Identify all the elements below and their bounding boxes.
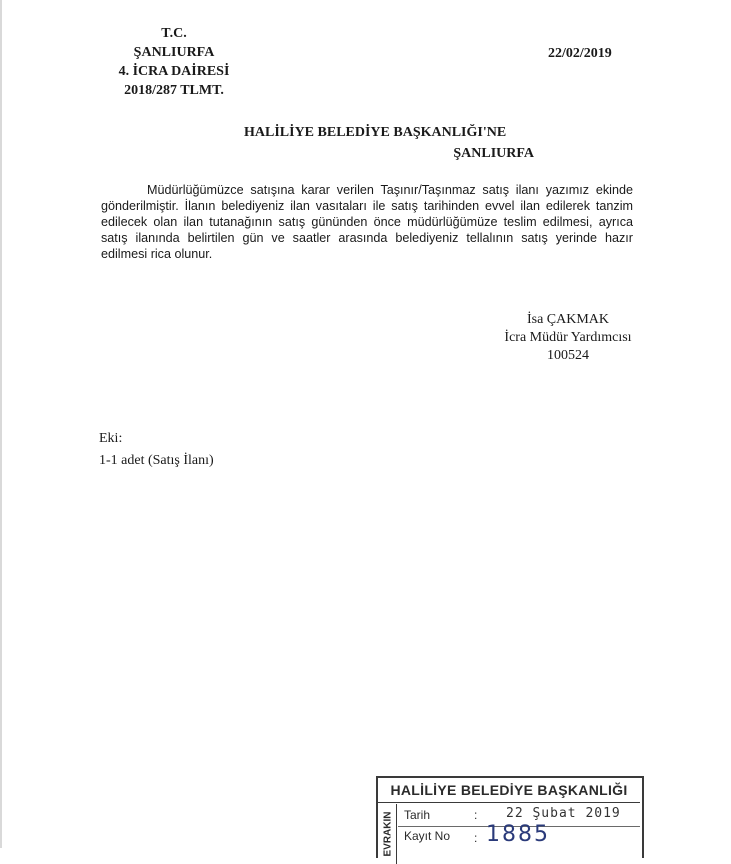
issuer-header [108, 24, 240, 100]
header-line-file-number: 2018/287 TLMT. [124, 83, 224, 98]
signer-id: 100524 [547, 348, 589, 363]
stamp-date-colon: : [474, 808, 478, 822]
page-edge [0, 0, 2, 848]
header-line-city: ŞANLIURFA [133, 45, 215, 60]
stamp-side-label: EVRAKIN [382, 811, 394, 857]
document-date: 22/02/2019 [548, 46, 612, 61]
stamp-date-value: 22 Şubat 2019 [506, 806, 621, 821]
stamp-divider [378, 802, 640, 803]
stamp-number-colon: : [474, 831, 478, 845]
body-paragraph: Müdürlüğümüzce satışına karar verilen Taşınır/Taşınmaz satış ilanı yazımız ekinde gönderilmiştir. İlanın belediyeniz ilan vasıtaları ile satış tarihinden evvel ilan edilerek tanzim edilecek olan ilan tutanağının satış gününden önce müdürlüğümüze teslim edilmesi, ayrıca satış ilanında belirtilen gün ve saatler arasında belediyeniz tellalının satış yerinde hazır edilmesi rica olunur. [101, 183, 633, 261]
stamp-side-box [380, 804, 397, 864]
stamp-number-value: 1885 [486, 822, 550, 847]
signer-title: İcra Müdür Yardımcısı [504, 330, 632, 345]
registry-stamp [376, 776, 644, 858]
signer-name: İsa ÇAKMAK [526, 312, 610, 327]
signature-block [494, 311, 642, 365]
addressee [244, 122, 534, 164]
addressee-city: ŞANLIURFA [453, 146, 534, 161]
header-line-office: 4. İCRA DAİRESİ [118, 64, 230, 79]
stamp-date-label: Tarih [404, 808, 431, 822]
stamp-title: HALİLİYE BELEDİYE BAŞKANLIĞI [390, 782, 628, 798]
header-line-tc: T.C. [161, 26, 187, 41]
attachment-block [99, 428, 214, 472]
attachment-label: Eki: [99, 431, 123, 446]
attachment-item: 1-1 adet (Satış İlanı) [99, 453, 214, 468]
stamp-number-label: Kayıt No [404, 829, 451, 843]
addressee-name: HALİLİYE BELEDİYE BAŞKANLIĞI'NE [244, 125, 507, 140]
